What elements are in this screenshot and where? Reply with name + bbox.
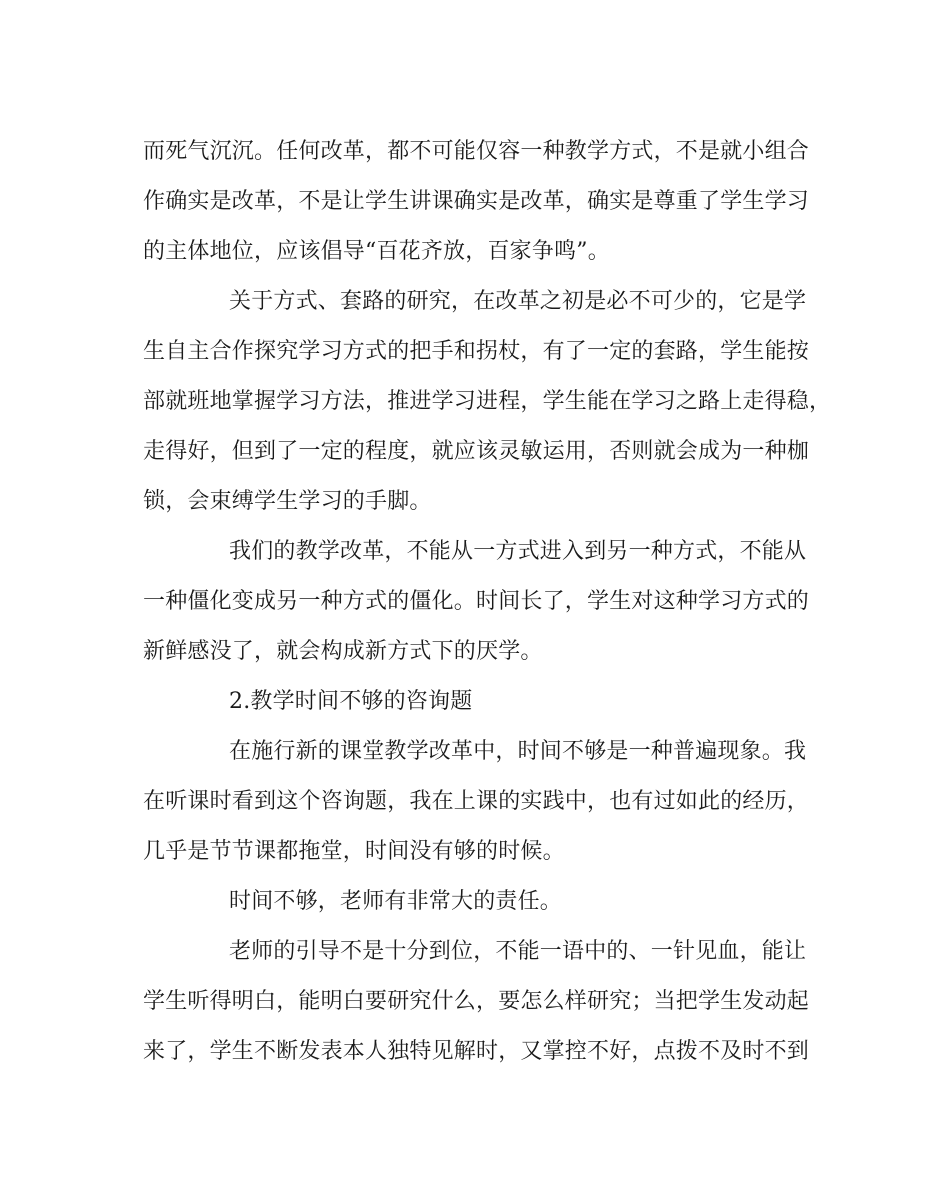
text-line: 学生听得明白，能明白要研究什么，要怎么样研究；当把学生发动起	[143, 989, 810, 1014]
text-line: 新鲜感没了，就会构成新方式下的厌学。	[143, 639, 543, 664]
text-line: 走得好，但到了一定的程度，就应该灵敏运用，否则就会成为一种枷	[143, 439, 810, 464]
text-line: 生自主合作探究学习方式的把手和拐杖，有了一定的套路，学生能按	[143, 339, 810, 364]
text-line: 关于方式、套路的研究，在改革之初是必不可少的，它是学	[229, 289, 807, 314]
text-line: 老师的引导不是十分到位，不能一语中的、一针见血，能让	[229, 939, 807, 964]
text-line: 我们的教学改革，不能从一方式进入到另一种方式，不能从	[229, 539, 807, 564]
text-line: 的主体地位，应该倡导“百花齐放，百家争鸣”。	[143, 239, 610, 264]
text-line: 部就班地掌握学习方法，推进学习进程，学生能在学习之路上走得稳，	[143, 389, 832, 414]
text-line: 在听课时看到这个咨询题，我在上课的实践中，也有过如此的经历，	[143, 789, 810, 814]
paragraph	[143, 127, 813, 277]
text-line: 而死气沉沉。任何改革，都不可能仅容一种教学方式，不是就小组合	[143, 139, 810, 164]
text-line: 锁，会束缚学生学习的手脚。	[143, 489, 432, 514]
paragraph	[143, 527, 813, 677]
text-line: 2.教学时间不够的咨询题	[229, 689, 473, 714]
section-heading	[143, 677, 813, 727]
document-body	[143, 127, 832, 1077]
text-line: 作确实是改革，不是让学生讲课确实是改革，确实是尊重了学生学习	[143, 189, 810, 214]
paragraph	[143, 727, 813, 877]
paragraph	[143, 927, 813, 1077]
text-line: 几乎是节节课都拖堂，时间没有够的时候。	[143, 839, 565, 864]
text-line: 在施行新的课堂教学改革中，时间不够是一种普遍现象。我	[229, 739, 807, 764]
text-line: 时间不够，老师有非常大的责任。	[229, 889, 563, 914]
text-line: 一种僵化变成另一种方式的僵化。时间长了，学生对这种学习方式的	[143, 589, 810, 614]
paragraph	[143, 277, 832, 527]
text-line: 来了，学生不断发表本人独特见解时，又掌控不好，点拨不及时不到	[143, 1039, 810, 1064]
paragraph	[143, 877, 813, 927]
